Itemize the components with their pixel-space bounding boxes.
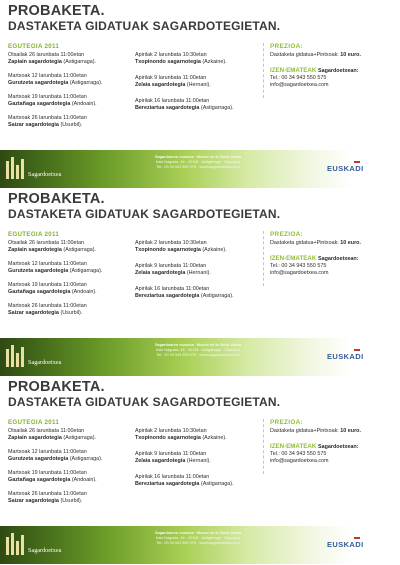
schedule-item xyxy=(135,98,257,112)
address-line: Kale Nagusia, 48 · 20115 · Astigarraga · Gipuzkoa xyxy=(155,160,241,165)
info-column xyxy=(270,231,398,277)
registration-heading: IZEN-EMATEAK xyxy=(270,67,317,74)
flyer-content xyxy=(0,0,400,150)
banner-address xyxy=(138,155,258,171)
event-date: Otsailak 26 larunbata 11:00etan xyxy=(8,428,85,434)
price-amount: 10 euro. xyxy=(340,52,361,58)
event-place: Txopinondo sagarnotegia xyxy=(135,247,201,253)
event-town: (Hernani). xyxy=(186,270,211,276)
price-line xyxy=(270,52,398,59)
address-line: Tel.: 00 34 943 550 575 · www.sagardoetxea.com xyxy=(156,353,240,358)
column-divider xyxy=(263,419,264,474)
registration-line xyxy=(270,67,398,75)
address-line: Sagardoaren museoa · Museo de la Sidra Vasca xyxy=(154,343,242,347)
registration-heading: IZEN-EMATEAK xyxy=(270,443,317,450)
schedule-heading: EGUTEGIA 2011 xyxy=(8,419,60,426)
schedule-item xyxy=(8,282,130,296)
address-line: Sagardoaren museoa · Museo de la Sidra Vasca xyxy=(154,531,242,535)
schedule-item xyxy=(8,73,130,87)
event-town: (Usurbil). xyxy=(60,310,83,316)
event-town: (Azkaine). xyxy=(202,435,227,441)
registration-email[interactable]: info@sagardoetxea.com xyxy=(270,270,329,276)
event-date: Martxoak 12 larunbata 11:00etan xyxy=(8,449,87,455)
schedule-item xyxy=(135,52,257,66)
event-place: Gurutzeta sagardotegia xyxy=(8,80,69,86)
event-date: Martxoak 19 larunbata 11:00etan xyxy=(8,94,87,100)
schedule-item xyxy=(8,115,130,129)
event-town: (Andoain). xyxy=(71,289,97,295)
schedule-item xyxy=(8,52,130,66)
address-line: Sagardoaren museoa · Museo de la Sidra Vasca xyxy=(154,155,242,159)
event-place: Zapiain sagardotegia xyxy=(8,435,62,441)
schedule-item xyxy=(8,94,130,108)
banner-address xyxy=(138,531,258,547)
flyer xyxy=(0,376,400,564)
price-heading: PREZIOA: xyxy=(270,43,303,50)
flyer-title: PROBAKETA. xyxy=(8,191,105,207)
registration-place: Sagardoetxean: xyxy=(318,256,359,262)
event-town: (Astigarraga). xyxy=(200,105,234,111)
event-date: Martxoak 26 larunbata 11:00etan xyxy=(8,491,87,497)
schedule-column-left xyxy=(8,231,130,324)
event-place: Gurutzeta sagardotegia xyxy=(8,456,69,462)
registration-email[interactable]: info@sagardoetxea.com xyxy=(270,458,329,464)
schedule-heading: EGUTEGIA 2011 xyxy=(8,231,60,238)
schedule-column-middle xyxy=(135,231,257,307)
flyer-content xyxy=(0,188,400,338)
event-date: Martxoak 12 larunbata 11:00etan xyxy=(8,261,87,267)
event-date: Otsailak 26 larunbata 11:00etan xyxy=(8,52,85,58)
schedule-item xyxy=(135,263,257,277)
flyer-title: PROBAKETA. xyxy=(8,379,105,395)
address-line: Tel.: 00 34 943 550 575 · www.sagardoetxea.com xyxy=(156,165,240,170)
registration-line xyxy=(270,255,398,263)
logo-name: Sagardoetxea xyxy=(28,171,62,178)
event-town: (Azkaine). xyxy=(202,59,227,65)
registration-place: Sagardoetxean: xyxy=(318,68,359,74)
flyer-banner xyxy=(0,150,400,188)
schedule-item xyxy=(8,240,130,254)
schedule-item xyxy=(8,261,130,275)
banner-address xyxy=(138,343,258,359)
schedule-item xyxy=(135,75,257,89)
event-date: Apirilak 16 larunbata 11:00etan xyxy=(135,98,210,104)
price-text: Dastaketa gidatua+Pintxoak: xyxy=(270,52,339,58)
event-date: Apirilak 9 larunbata 11:00etan xyxy=(135,263,207,269)
flyer-banner xyxy=(0,526,400,564)
price-text: Dastaketa gidatua+Pintxoak: xyxy=(270,428,339,434)
flyer xyxy=(0,0,400,188)
logo-name: Sagardoetxea xyxy=(28,359,62,366)
sagardoetxea-logo-icon xyxy=(6,345,26,367)
registration-line xyxy=(270,443,398,451)
event-town: (Astigarraga). xyxy=(63,59,97,65)
schedule-item xyxy=(135,286,257,300)
event-town: (Hernani). xyxy=(186,82,211,88)
registration-phone: Tel.: 00 34 943 550 575 xyxy=(270,263,327,269)
event-place: Zapiain sagardotegia xyxy=(8,59,62,65)
event-town: (Hernani). xyxy=(186,458,211,464)
price-heading: PREZIOA: xyxy=(270,419,303,426)
event-town: (Astigarraga). xyxy=(63,247,97,253)
event-town: (Astigarraga). xyxy=(63,435,97,441)
event-town: (Astigarraga). xyxy=(200,293,234,299)
event-date: Otsailak 26 larunbata 11:00etan xyxy=(8,240,85,246)
event-place: Zelaia sagardotegia xyxy=(135,458,186,464)
flyer-subtitle: DASTAKETA GIDATUAK SAGARDOTEGIETAN. xyxy=(8,395,281,409)
schedule-item xyxy=(8,491,130,505)
event-place: Gaztañaga sagardotegia xyxy=(8,477,71,483)
registration-phone: Tel.: 00 34 943 550 575 xyxy=(270,75,327,81)
address-line: Kale Nagusia, 48 · 20115 · Astigarraga · Gipuzkoa xyxy=(155,536,241,541)
euskadi-logo: EUSKADI xyxy=(327,540,364,549)
address-line: Kale Nagusia, 48 · 20115 · Astigarraga · Gipuzkoa xyxy=(155,348,241,353)
event-town: (Andoain). xyxy=(71,101,97,107)
sagardoetxea-logo-icon xyxy=(6,533,26,555)
event-date: Apirilak 9 larunbata 11:00etan xyxy=(135,75,207,81)
schedule-item xyxy=(135,451,257,465)
registration-heading: IZEN-EMATEAK xyxy=(270,255,317,262)
event-town: (Astigarraga). xyxy=(69,80,103,86)
schedule-item xyxy=(8,303,130,317)
price-amount: 10 euro. xyxy=(340,428,361,434)
price-heading: PREZIOA: xyxy=(270,231,303,238)
event-town: (Azkaine). xyxy=(202,247,227,253)
flyer-banner xyxy=(0,338,400,376)
schedule-column-left xyxy=(8,43,130,136)
event-place: Gurutzeta sagardotegia xyxy=(8,268,69,274)
euskadi-logo: EUSKADI xyxy=(327,164,364,173)
event-place: Saizar sagardotegia xyxy=(8,122,59,128)
event-town: (Usurbil). xyxy=(60,122,83,128)
flyer-content xyxy=(0,376,400,526)
logo-name: Sagardoetxea xyxy=(28,547,62,554)
registration-email[interactable]: info@sagardoetxea.com xyxy=(270,82,329,88)
info-column xyxy=(270,43,398,89)
schedule-column-middle xyxy=(135,43,257,119)
event-town: (Astigarraga). xyxy=(200,481,234,487)
schedule-column-left xyxy=(8,419,130,512)
event-date: Martxoak 19 larunbata 11:00etan xyxy=(8,470,87,476)
registration-phone: Tel.: 00 34 943 550 575 xyxy=(270,451,327,457)
event-place: Gaztañaga sagardotegia xyxy=(8,101,71,107)
event-place: Bereziartua sagardotegia xyxy=(135,105,200,111)
event-date: Apirilak 9 larunbata 11:00etan xyxy=(135,451,207,457)
event-place: Saizar sagardotegia xyxy=(8,310,59,316)
event-date: Apirilak 2 larunbata 10:30etan xyxy=(135,52,207,58)
schedule-item xyxy=(8,470,130,484)
event-place: Bereziartua sagardotegia xyxy=(135,293,200,299)
event-town: (Andoain). xyxy=(71,477,97,483)
flyer xyxy=(0,188,400,376)
event-date: Martxoak 19 larunbata 11:00etan xyxy=(8,282,87,288)
price-text: Dastaketa gidatua+Pintxoak: xyxy=(270,240,339,246)
event-place: Txopinondo sagarnotegia xyxy=(135,59,201,65)
schedule-item xyxy=(8,428,130,442)
euskadi-logo: EUSKADI xyxy=(327,352,364,361)
event-date: Martxoak 12 larunbata 11:00etan xyxy=(8,73,87,79)
event-place: Zelaia sagardotegia xyxy=(135,82,186,88)
sagardoetxea-logo-icon xyxy=(6,157,26,179)
event-town: (Astigarraga). xyxy=(69,456,103,462)
event-place: Zelaia sagardotegia xyxy=(135,270,186,276)
event-date: Apirilak 16 larunbata 11:00etan xyxy=(135,286,210,292)
schedule-item xyxy=(8,449,130,463)
schedule-item xyxy=(135,474,257,488)
event-date: Martxoak 26 larunbata 11:00etan xyxy=(8,303,87,309)
event-place: Saizar sagardotegia xyxy=(8,498,59,504)
registration-place: Sagardoetxean: xyxy=(318,444,359,450)
event-place: Gaztañaga sagardotegia xyxy=(8,289,71,295)
info-column xyxy=(270,419,398,465)
price-line xyxy=(270,240,398,247)
event-town: (Astigarraga). xyxy=(69,268,103,274)
flyer-subtitle: DASTAKETA GIDATUAK SAGARDOTEGIETAN. xyxy=(8,19,281,33)
schedule-item xyxy=(135,240,257,254)
column-divider xyxy=(263,43,264,98)
event-date: Martxoak 26 larunbata 11:00etan xyxy=(8,115,87,121)
column-divider xyxy=(263,231,264,286)
address-line: Tel.: 00 34 943 550 575 · www.sagardoetxea.com xyxy=(156,541,240,546)
price-line xyxy=(270,428,398,435)
schedule-column-middle xyxy=(135,419,257,495)
event-date: Apirilak 2 larunbata 10:30etan xyxy=(135,428,207,434)
event-place: Zapiain sagardotegia xyxy=(8,247,62,253)
price-amount: 10 euro. xyxy=(340,240,361,246)
event-town: (Usurbil). xyxy=(60,498,83,504)
schedule-item xyxy=(135,428,257,442)
event-place: Bereziartua sagardotegia xyxy=(135,481,200,487)
flyer-title: PROBAKETA. xyxy=(8,3,105,19)
event-date: Apirilak 16 larunbata 11:00etan xyxy=(135,474,210,480)
schedule-heading: EGUTEGIA 2011 xyxy=(8,43,60,50)
event-date: Apirilak 2 larunbata 10:30etan xyxy=(135,240,207,246)
flyer-subtitle: DASTAKETA GIDATUAK SAGARDOTEGIETAN. xyxy=(8,207,281,221)
event-place: Txopinondo sagarnotegia xyxy=(135,435,201,441)
